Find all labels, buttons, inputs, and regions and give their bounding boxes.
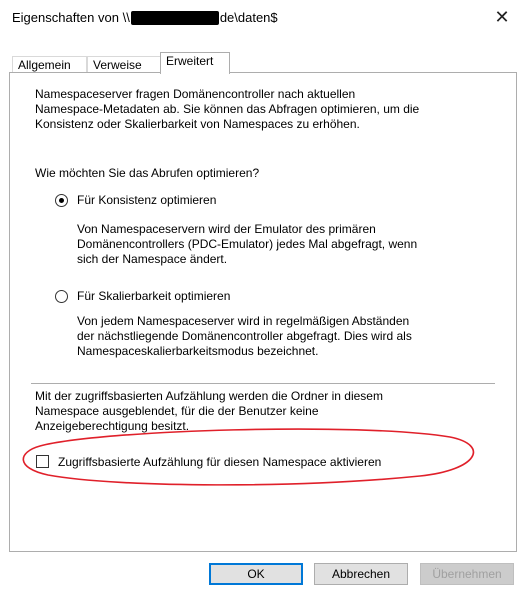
consistency-desc-line-2: Domänencontrollers (PDC-Emulator) jedes Mal abgefragt, wenn [77, 237, 418, 251]
window-title-suffix: de\daten$ [219, 10, 278, 25]
scalability-desc-line-3: Namespaceskalierbarkeitsmodus bezeichnet. [77, 344, 319, 358]
window-title-prefix: Eigenschaften von \\ [12, 10, 130, 25]
ok-button[interactable]: OK [209, 563, 303, 585]
intro-line-2: Namespace-Metadaten ab. Sie können das Abfragen optimieren, um die [35, 102, 420, 116]
abe-line-3: Anzeigeberechtigung besitzt. [35, 419, 190, 433]
abe-checkbox-label[interactable]: Zugriffsbasierte Aufzählung für diesen Namespace aktivieren [58, 455, 382, 469]
radio-consistency-label[interactable]: Für Konsistenz optimieren [77, 193, 217, 207]
radio-scalability-label[interactable]: Für Skalierbarkeit optimieren [77, 289, 231, 303]
cancel-button[interactable]: Abbrechen [314, 563, 408, 585]
scalability-desc-line-2: der nächstliegende Domänencontroller abgefragt. Dies wird als [77, 329, 412, 343]
intro-line-1: Namespaceserver fragen Domänencontroller nach aktuellen [35, 87, 356, 101]
abe-line-2: Namespace ausgeblendet, für die der Benutzer keine [35, 404, 319, 418]
tab-allgemein[interactable]: Allgemein [12, 56, 87, 73]
abe-line-1: Mit der zugriffsbasierten Aufzählung werden die Ordner in diesem [35, 389, 383, 403]
scalability-desc-line-1: Von jedem Namespaceserver wird in regelmäßigen Abständen [77, 314, 410, 328]
consistency-desc-line-1: Von Namespaceservern wird der Emulator des primären [77, 222, 376, 236]
red-highlight-ellipse [23, 429, 473, 485]
tab-verweise[interactable]: Verweise [87, 56, 161, 73]
apply-button[interactable]: Übernehmen [420, 563, 514, 585]
consistency-desc-line-3: sich der Namespace ändert. [77, 252, 228, 266]
question-label: Wie möchten Sie das Abrufen optimieren? [35, 166, 260, 180]
intro-line-3: Konsistenz oder Skalierbarkeit von Namespaces zu erhöhen. [35, 117, 360, 131]
tab-erweitert[interactable]: Erweitert [160, 52, 230, 74]
close-icon[interactable]: ✕ [494, 7, 510, 27]
